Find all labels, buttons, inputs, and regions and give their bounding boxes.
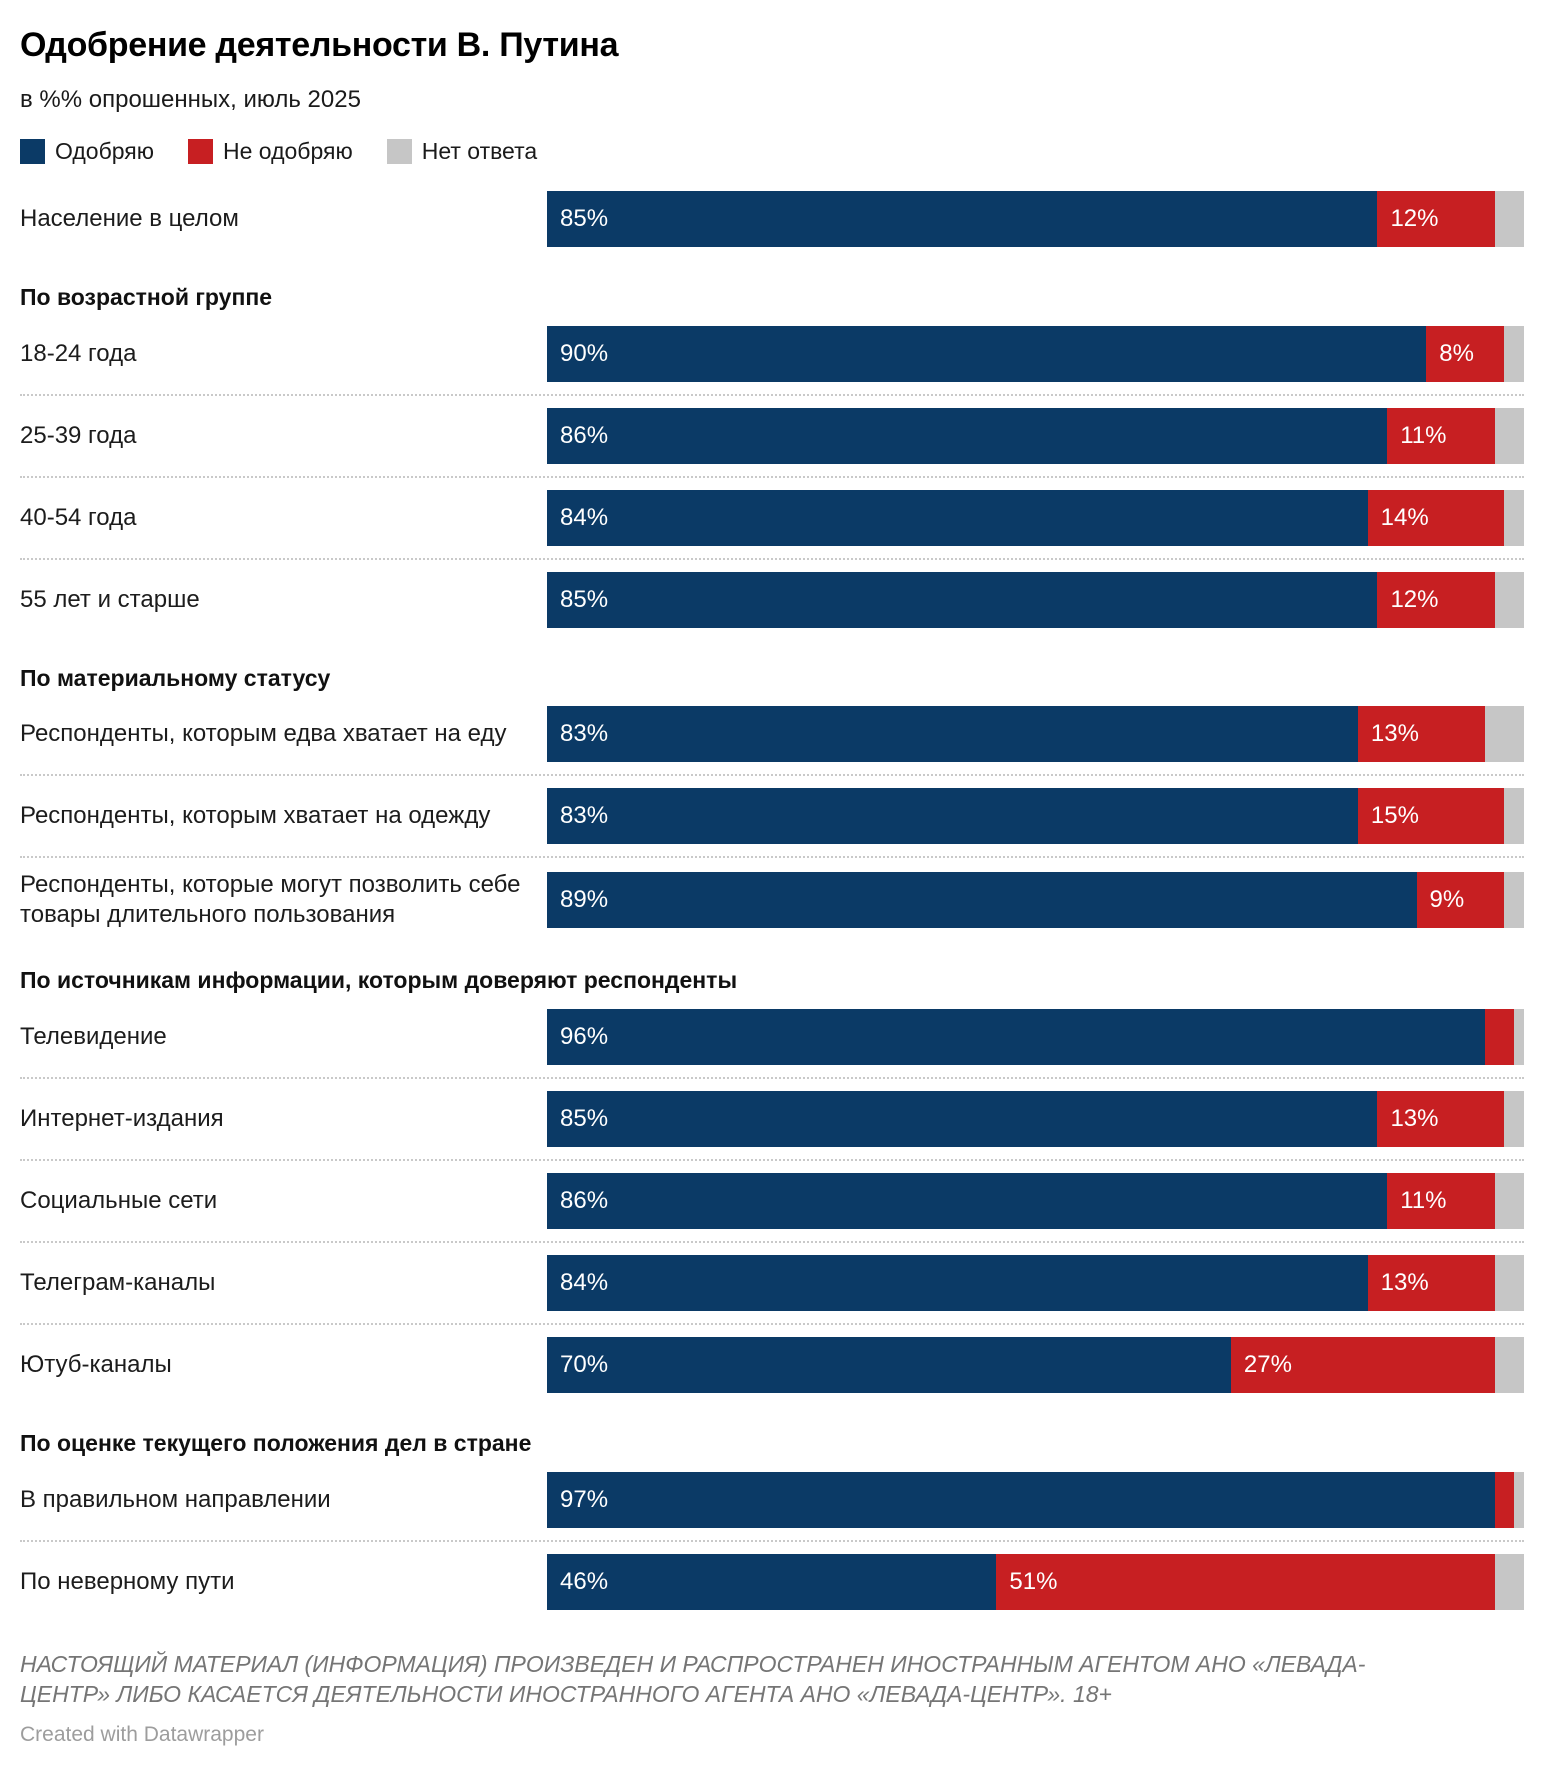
row-label: Респонденты, которым хватает на одежду (20, 802, 491, 830)
no-answer-segment (1495, 1554, 1524, 1610)
chart-row (20, 476, 1524, 558)
legend-item-disapprove (188, 138, 353, 165)
chart-row (20, 1159, 1524, 1241)
stacked-bar (547, 326, 1524, 382)
chart-row (20, 774, 1524, 856)
chart-row (20, 179, 1524, 259)
approve-value-label: 97% (560, 1485, 609, 1513)
row-label: Население в целом (20, 204, 239, 232)
approve-value-label: 89% (560, 886, 609, 914)
no-answer-segment (1504, 788, 1524, 844)
disapprove-segment (1377, 191, 1494, 247)
chart-row (20, 314, 1524, 394)
datawrapper-credit: Created with Datawrapper (20, 1722, 264, 1746)
row-group (20, 694, 1524, 942)
approve-segment (547, 191, 1377, 247)
disapprove-value-label: 8% (1439, 339, 1474, 367)
legend-label: Нет ответа (421, 137, 538, 164)
disapprove-value-label: 9% (1429, 886, 1465, 914)
approve-value-label: 85% (560, 585, 609, 613)
row-label: Респонденты, которые могут позволить себе товары длительного пользования (20, 871, 521, 929)
approve-value-label: 85% (560, 1105, 609, 1133)
approve-segment (547, 408, 1387, 464)
disapprove-segment (1368, 490, 1505, 546)
section-header: По материальному статусу (20, 664, 331, 691)
chart-row (20, 1241, 1524, 1323)
approve-swatch-icon (20, 139, 45, 164)
approve-segment (547, 1554, 996, 1610)
chart-row (20, 1077, 1524, 1159)
approve-segment (547, 872, 1417, 928)
approve-segment (547, 1337, 1231, 1393)
disapprove-value-label: 12% (1390, 204, 1439, 232)
disapprove-segment (1495, 1472, 1515, 1528)
approve-segment (547, 1173, 1387, 1229)
legend (20, 138, 1524, 165)
disapprove-value-label: 51% (1009, 1567, 1058, 1595)
row-label: Социальные сети (20, 1187, 218, 1215)
approve-segment (547, 572, 1377, 628)
disapprove-segment (1368, 1255, 1495, 1311)
no-answer-segment (1495, 191, 1524, 247)
stacked-bar (547, 788, 1524, 844)
stacked-bar (547, 1472, 1524, 1528)
row-label: Ютуб-каналы (20, 1351, 172, 1379)
row-label: Респонденты, которым едва хватает на еду (20, 720, 507, 748)
approve-segment (547, 1472, 1495, 1528)
no-answer-segment (1495, 1255, 1524, 1311)
chart-row (20, 856, 1524, 942)
legend-item-approve (20, 138, 154, 165)
approve-value-label: 96% (560, 1023, 609, 1051)
row-label: 18-24 года (20, 339, 137, 367)
chart-row (20, 1460, 1524, 1540)
disclaimer-line-1: НАСТОЯЩИЙ МАТЕРИАЛ (ИНФОРМАЦИЯ) ПРОИЗВЕДЕН И РАСПРОСТРАНЕН ИНОСТРАННЫМ АГЕНТОМ АНО «ЛЕВАДА- (20, 1650, 1366, 1677)
approve-segment (547, 1009, 1485, 1065)
stacked-bar (547, 490, 1524, 546)
disapprove-swatch-icon (188, 139, 213, 164)
foreign-agent-disclaimer (20, 1650, 1524, 1710)
stacked-bar (547, 1554, 1524, 1610)
chart-row (20, 1540, 1524, 1622)
approve-segment (547, 1255, 1368, 1311)
disapprove-value-label: 27% (1243, 1351, 1292, 1379)
stacked-bar (547, 872, 1524, 928)
approve-value-label: 85% (560, 204, 609, 232)
disapprove-segment (1417, 872, 1505, 928)
no-answer-segment (1495, 408, 1524, 464)
disapprove-segment (1231, 1337, 1495, 1393)
no-answer-segment (1495, 1173, 1524, 1229)
row-label: В правильном направлении (20, 1485, 331, 1513)
approve-segment (547, 490, 1368, 546)
stacked-bar (547, 408, 1524, 464)
no-answer-segment (1504, 1091, 1524, 1147)
disapprove-value-label: 14% (1380, 503, 1429, 531)
no-answer-segment (1514, 1009, 1524, 1065)
stacked-bar (547, 1255, 1524, 1311)
stacked-bar (547, 1337, 1524, 1393)
no-answer-segment (1504, 872, 1524, 928)
disapprove-segment (1377, 1091, 1504, 1147)
approve-segment (547, 1091, 1377, 1147)
chart-body (20, 179, 1524, 1622)
approve-value-label: 70% (560, 1351, 609, 1379)
disclaimer-line-2: ЦЕНТР» ЛИБО КАСАЕТСЯ ДЕЯТЕЛЬНОСТИ ИНОСТРАННОГО АГЕНТА АНО «ЛЕВАДА-ЦЕНТР». 18+ (20, 1680, 1112, 1707)
approve-value-label: 84% (560, 1269, 609, 1297)
disapprove-value-label: 15% (1370, 802, 1419, 830)
approve-value-label: 83% (560, 802, 609, 830)
no-answer-segment (1504, 490, 1524, 546)
disapprove-segment (1358, 788, 1505, 844)
approve-value-label: 84% (560, 503, 609, 531)
no-answer-segment (1495, 1337, 1524, 1393)
disapprove-segment (996, 1554, 1494, 1610)
row-label: Интернет-издания (20, 1105, 224, 1133)
approve-value-label: 86% (560, 421, 609, 449)
stacked-bar (547, 1091, 1524, 1147)
chart-row (20, 694, 1524, 774)
row-group (20, 1460, 1524, 1622)
disapprove-segment (1387, 1173, 1494, 1229)
legend-item-no_answer (387, 138, 537, 165)
disapprove-segment (1426, 326, 1504, 382)
row-group (20, 997, 1524, 1405)
section-header: По оценке текущего положения дел в стране (20, 1430, 532, 1457)
no-answer-segment (1514, 1472, 1524, 1528)
chart-row (20, 394, 1524, 476)
chart-row (20, 1323, 1524, 1405)
disapprove-segment (1358, 706, 1485, 762)
approve-value-label: 86% (560, 1187, 609, 1215)
row-label: Телевидение (20, 1023, 167, 1051)
row-label: По неверному пути (20, 1567, 235, 1595)
no-answer-segment (1495, 572, 1524, 628)
disapprove-value-label: 11% (1400, 421, 1447, 449)
approve-value-label: 90% (560, 339, 609, 367)
disapprove-segment (1387, 408, 1494, 464)
row-label: 40-54 года (20, 503, 137, 531)
chart-row (20, 997, 1524, 1077)
stacked-bar (547, 572, 1524, 628)
disapprove-value-label: 13% (1390, 1105, 1439, 1133)
section-header: По источникам информации, которым доверяют респонденты (20, 967, 738, 994)
disapprove-value-label: 13% (1370, 720, 1419, 748)
stacked-bar (547, 1009, 1524, 1065)
stacked-bar (547, 191, 1524, 247)
stacked-bar (547, 706, 1524, 762)
chart-row (20, 558, 1524, 640)
row-group (20, 314, 1524, 640)
chart-title: Одобрение деятельности В. Путина (20, 26, 619, 64)
approve-segment (547, 788, 1358, 844)
disapprove-value-label: 13% (1380, 1269, 1429, 1297)
legend-label: Не одобряю (223, 137, 353, 164)
disapprove-value-label: 11% (1400, 1187, 1447, 1215)
disapprove-value-label: 12% (1390, 585, 1439, 613)
chart-subtitle: в %% опрошенных, июль 2025 (20, 86, 361, 114)
row-label: 55 лет и старше (20, 585, 200, 613)
row-group (20, 179, 1524, 259)
section-header: По возрастной группе (20, 283, 273, 310)
no-answer-segment (1485, 706, 1524, 762)
disapprove-segment (1485, 1009, 1514, 1065)
approve-segment (547, 326, 1426, 382)
approve-value-label: 83% (560, 720, 609, 748)
stacked-bar (547, 1173, 1524, 1229)
row-label: 25-39 года (20, 421, 137, 449)
no-answer-segment (1504, 326, 1524, 382)
approve-value-label: 46% (560, 1567, 609, 1595)
row-label: Телеграм-каналы (20, 1269, 216, 1297)
legend-label: Одобряю (55, 137, 155, 164)
approve-segment (547, 706, 1358, 762)
disapprove-segment (1377, 572, 1494, 628)
no_answer-swatch-icon (387, 139, 412, 164)
